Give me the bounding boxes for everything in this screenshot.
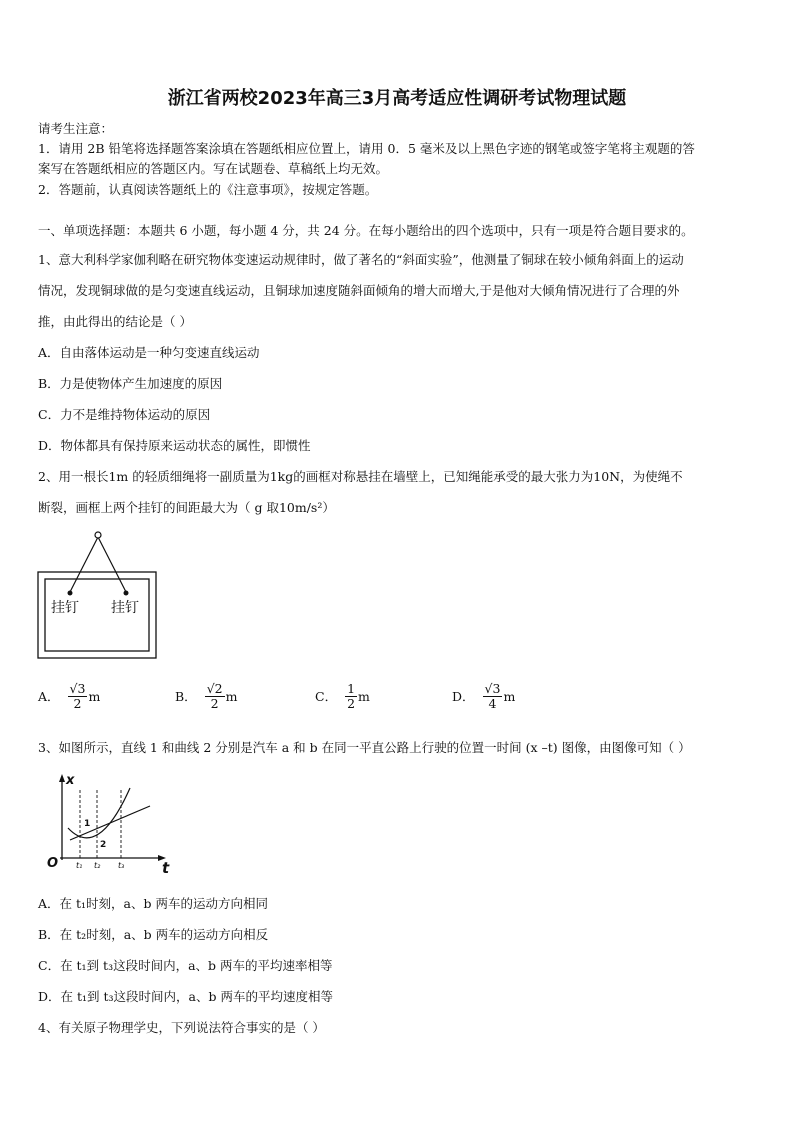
rope-right <box>98 537 126 592</box>
q2-option-b-unit: m <box>225 688 238 704</box>
q2-option-b-numerator: √2 <box>206 681 223 696</box>
curve-2-label: 2 <box>100 840 107 850</box>
q2-option-d <box>452 682 515 711</box>
nail-left-label: 挂钉 <box>51 600 79 616</box>
t3-label: t₃ <box>118 861 125 870</box>
q2-option-a-label: A． <box>38 689 60 705</box>
nail-right-label: 挂钉 <box>111 600 139 616</box>
q1-option-a: A．自由落体运动是一种匀变速直线运动 <box>38 345 260 360</box>
q2-option-a-denominator: 2 <box>73 695 82 711</box>
q2-option-b <box>175 682 237 711</box>
q2-option-a-numerator: √3 <box>69 681 86 696</box>
notice-item-2: 2．答题前，认真阅读答题纸上的《注意事项》，按规定答题。 <box>38 182 378 197</box>
q1-stem-line-2: 情况，发现铜球做的是匀变速直线运动，且铜球加速度随斜面倾角的增大而增大,于是他对大倾角情况进行了合理的外 <box>38 283 680 298</box>
xt-graph-figure <box>40 770 175 878</box>
q2-option-a <box>38 682 100 711</box>
origin-label: O <box>47 856 59 871</box>
q2-option-b-label: B． <box>175 689 197 705</box>
picture-frame-figure <box>36 530 160 662</box>
q1-option-d: D．物体都具有保持原来运动状态的属性，即惯性 <box>38 438 311 453</box>
q2-option-a-unit: m <box>88 688 101 704</box>
nail-left <box>68 591 73 596</box>
q2-option-d-unit: m <box>503 688 516 704</box>
line-1-label: 1 <box>84 819 91 829</box>
q2-option-b-denominator: 2 <box>210 695 219 711</box>
q3-option-c: C．在 t₁到 t₃这段时间内，a、b 两车的平均速率相等 <box>38 958 333 973</box>
t-axis-label: t <box>162 859 170 877</box>
q1-stem-line-1: 1、意大利科学家伽利略在研究物体变速运动规律时，做了著名的“斜面实验”，他测量了铜球在较小倾角斜面上的运动 <box>38 252 684 267</box>
q2-option-c-unit: m <box>358 688 370 704</box>
q2-stem-line-2: 断裂，画框上两个挂钉的间距最大为（ g 取10m/s²） <box>38 500 335 515</box>
q2-option-c-numerator: 1 <box>347 681 356 696</box>
t1-label: t₁ <box>76 861 83 870</box>
q1-stem-line-3: 推，由此得出的结论是（ ） <box>38 314 192 329</box>
q2-option-d-numerator: √3 <box>484 681 501 696</box>
q1-option-b: B．力是使物体产生加速度的原因 <box>38 376 223 391</box>
q2-option-c <box>315 682 370 711</box>
wall-hook <box>95 532 101 538</box>
t2-label: t₂ <box>94 861 101 870</box>
q3-option-b: B．在 t₂时刻，a、b 两车的运动方向相反 <box>38 927 269 942</box>
notice-item-1-line-1: 1．请用 2B 铅笔将选择题答案涂填在答题纸相应位置上，请用 0．5 毫米及以上黑色字迹的钢笔或签字笔将主观题的答 <box>38 141 695 156</box>
q2-option-d-denominator: 4 <box>488 695 497 711</box>
q3-stem-line-1: 3、如图所示，直线 1 和曲线 2 分别是汽车 a 和 b 在同一平直公路上行驶的位置一时间 (x –t) 图像，由图像可知（ ） <box>38 740 691 755</box>
exam-title: 浙江省两校2023年高三3月高考适应性调研考试物理试题 <box>167 88 627 109</box>
q4-stem-line-1: 4、有关原子物理学史，下列说法符合事实的是（ ） <box>38 1020 325 1035</box>
rope-left <box>70 537 98 592</box>
q1-option-c: C．力不是维持物体运动的原因 <box>38 407 211 422</box>
q2-option-c-label: C． <box>315 689 338 705</box>
x-axis-arrow <box>59 774 65 782</box>
q3-option-a: A．在 t₁时刻，a、b 两车的运动方向相同 <box>38 896 268 911</box>
q2-option-c-denominator: 2 <box>347 695 356 711</box>
notice-item-1-line-2: 案写在答题纸相应的答题区内。写在试题卷、草稿纸上均无效。 <box>38 161 389 176</box>
q2-stem-line-1: 2、用一根长1m 的轻质细绳将一副质量为1kg的画框对称悬挂在墙壁上，已知绳能承受的最大张力为10N，为使绳不 <box>38 469 683 484</box>
q2-option-d-label: D． <box>452 689 475 705</box>
nail-right <box>124 591 129 596</box>
q3-option-d: D．在 t₁到 t₃这段时间内，a、b 两车的平均速度相等 <box>38 989 333 1004</box>
notice-heading: 请考生注意： <box>38 121 114 136</box>
x-axis-label: x <box>66 773 75 788</box>
section-heading: 一、单项选择题：本题共 6 小题，每小题 4 分，共 24 分。在每小题给出的四个选项中，只有一项是符合题目要求的。 <box>38 223 694 238</box>
